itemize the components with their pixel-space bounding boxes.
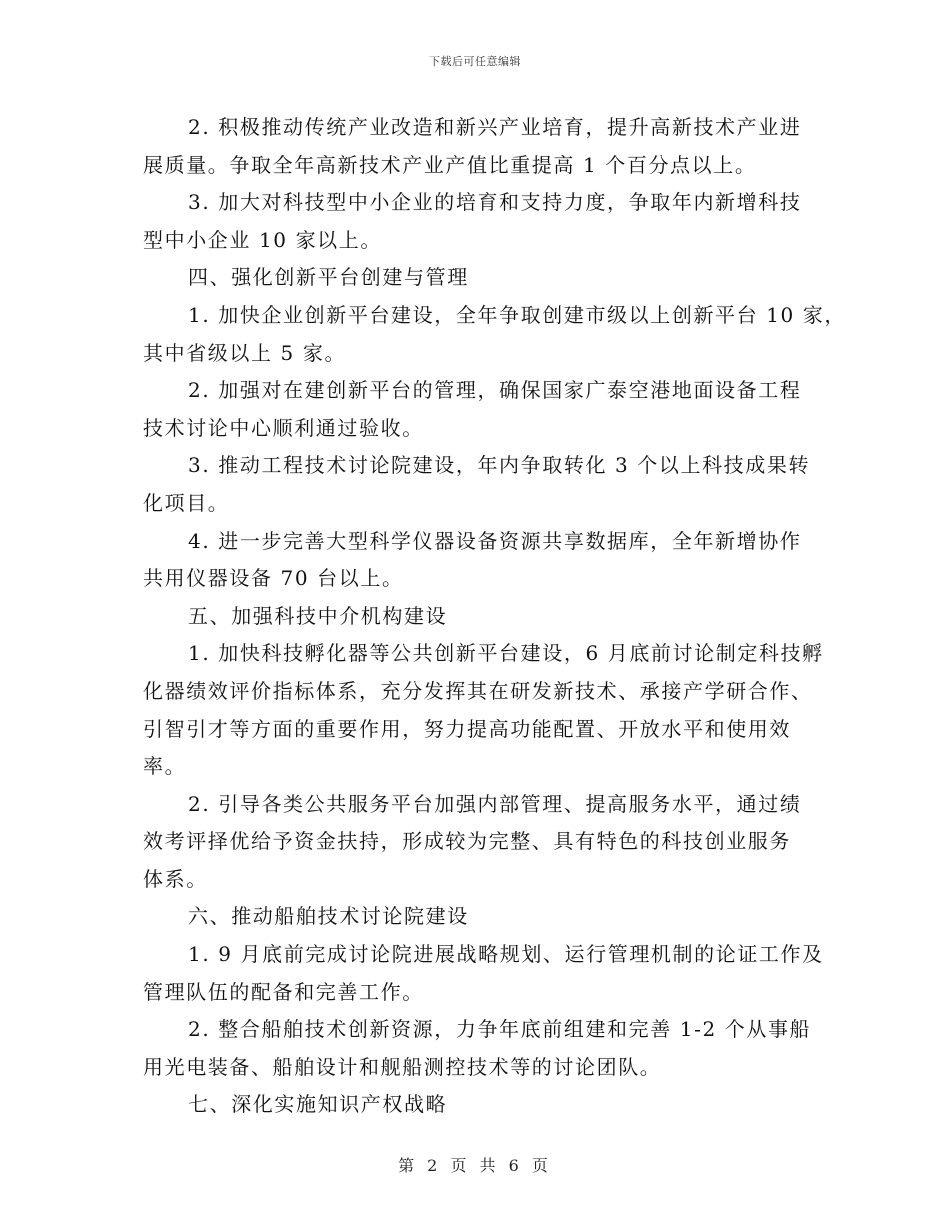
body-line: 共用仪器设备 70 台以上。 [143, 566, 404, 591]
body-line: 3. 加大对科技型中小企业的培育和支持力度，争取年内新增科技 [188, 190, 802, 215]
page-footer: 第 2 页 共 6 页 [398, 1156, 552, 1175]
body-line: 其中省级以上 5 家。 [143, 340, 347, 365]
body-line: 1. 9 月底前完成讨论院进展战略规划、运行管理机制的论证工作及 [188, 942, 824, 967]
body-line: 体系。 [143, 866, 208, 891]
body-line: 2. 加强对在建创新平台的管理，确保国家广泰空港地面设备工程 [188, 378, 802, 403]
body-line: 率。 [143, 754, 187, 779]
document-body [143, 109, 847, 1124]
section-heading: 五、加强科技中介机构建设 [188, 603, 448, 628]
section-heading: 七、深化实施知识产权战略 [188, 1092, 448, 1117]
body-line: 用光电装备、船舶设计和舰船测控技术等的讨论团队。 [143, 1054, 662, 1079]
body-line: 化器绩效评价指标体系，充分发挥其在研发新技术、承接产学研合作、 [143, 678, 813, 703]
body-line: 展质量。争取全年高新技术产业产值比重提高 1 个百分点以上。 [143, 152, 757, 177]
body-line: 管理队伍的配备和完善工作。 [143, 979, 424, 1004]
page-header: 下载后可任意编辑 [429, 55, 521, 68]
body-line: 引智引才等方面的重要作用，努力提高功能配置、开放水平和使用效 [143, 716, 791, 741]
body-line: 化项目。 [143, 490, 230, 515]
section-heading: 六、推动船舶技术讨论院建设 [188, 904, 469, 929]
body-line: 1. 加快企业创新平台建设，全年争取创建市级以上创新平台 10 家， [188, 302, 847, 327]
body-line: 2. 引导各类公共服务平台加强内部管理、提高服务水平，通过绩 [188, 791, 802, 816]
body-line: 效考评择优给予资金扶持，形成较为完整、具有特色的科技创业服务 [143, 829, 791, 854]
body-line: 型中小企业 10 家以上。 [143, 227, 382, 252]
body-line: 4. 进一步完善大型科学仪器设备资源共享数据库，全年新增协作 [188, 528, 802, 553]
body-line: 2. 整合船舶技术创新资源，力争年底前组建和完善 1-2 个从事船 [188, 1017, 812, 1042]
body-line: 3. 推动工程技术讨论院建设，年内争取转化 3 个以上科技成果转 [188, 453, 811, 478]
section-heading: 四、强化创新平台创建与管理 [188, 265, 469, 290]
body-line: 技术讨论中心顺利通过验收。 [143, 415, 424, 440]
body-line: 2. 积极推动传统产业改造和新兴产业培育，提升高新技术产业进 [188, 115, 802, 139]
body-line: 1. 加快科技孵化器等公共创新平台建设，6 月底前讨论制定科技孵 [188, 641, 824, 666]
